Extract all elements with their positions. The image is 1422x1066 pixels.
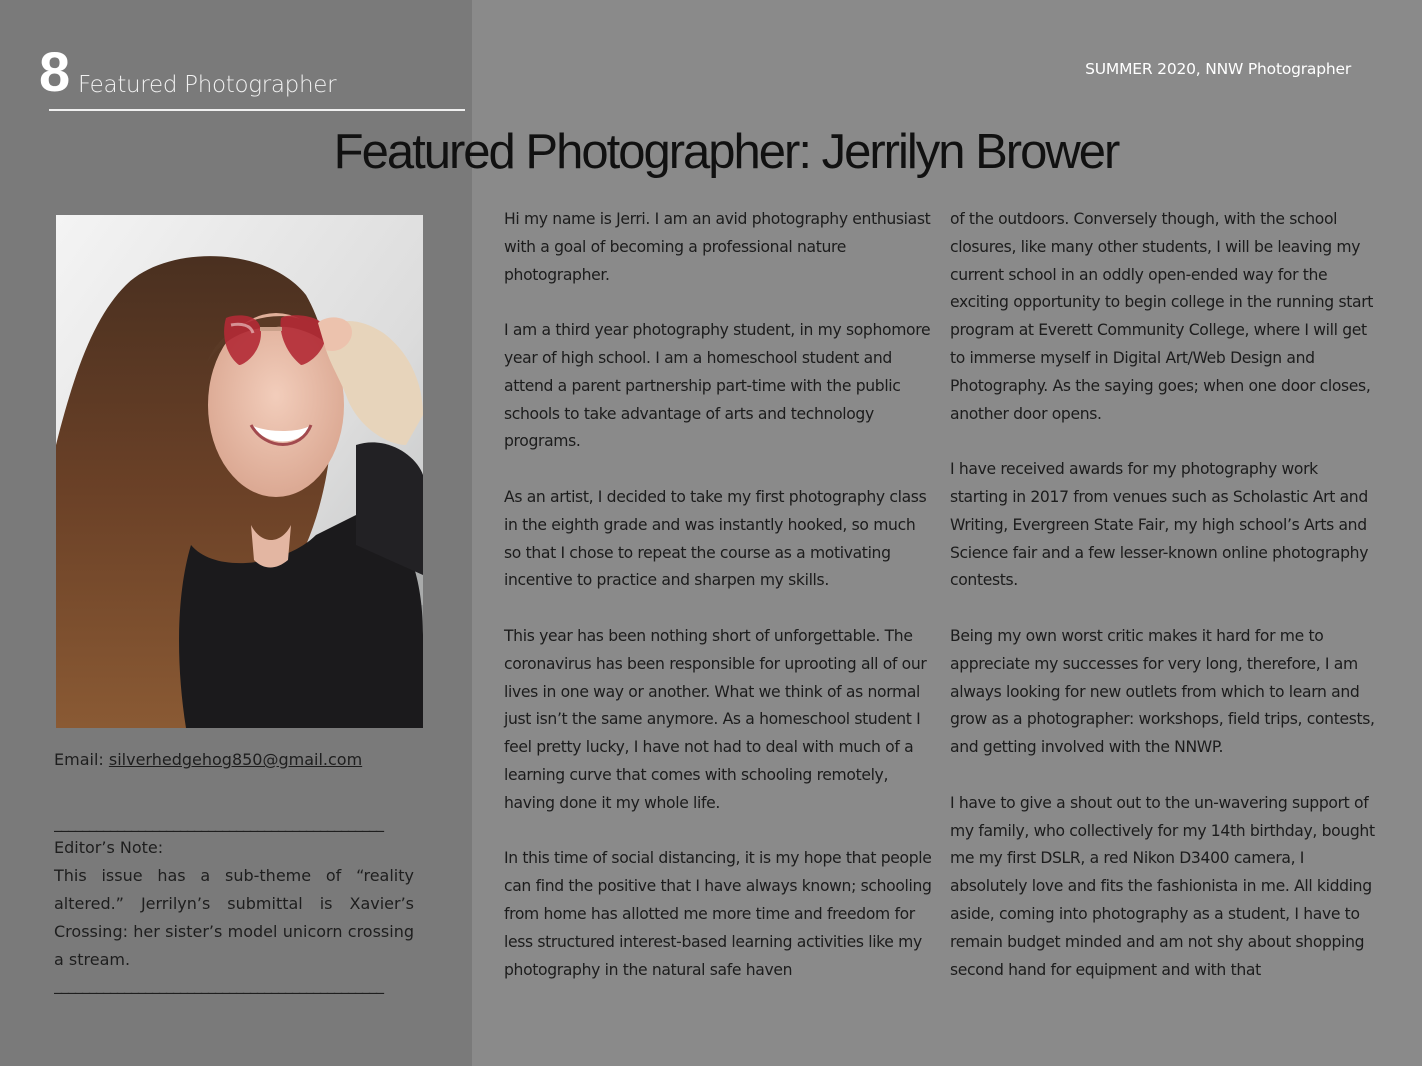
page-number: 8 bbox=[39, 40, 71, 103]
editor-note-text: This issue has a sub-theme of “reality altered.” Jerrilyn’s submittal is Xavier’s Crossing: her sister’s model unicorn crossing a stream. bbox=[54, 866, 414, 969]
paragraph: of the outdoors. Conversely though, with the school closures, like many other students, I will be leaving my current school in an oddly open-ended way for the exciting opportunity to begin college in the running start program at Everett Community College, where I will get to immerse myself in Digital Art/Web Design and Photography. As the saying goes; when one door closes, another door opens. bbox=[950, 210, 1374, 423]
email-label: Email: bbox=[54, 750, 104, 769]
page-title: Featured Photographer: Jerrilyn Brower bbox=[333, 125, 1119, 179]
article-column-1 bbox=[504, 206, 932, 1012]
portrait-photo bbox=[56, 215, 423, 728]
issue-info: SUMMER 2020, NNW Photographer bbox=[1085, 60, 1351, 78]
header-rule bbox=[49, 109, 465, 111]
editor-note bbox=[54, 812, 414, 996]
paragraph: This year has been nothing short of unforgettable. The coronavirus has been responsible for uprooting all of our lives in one way or another. What we think of as normal just isn’t the same anymore. As a homeschool student I feel pretty lucky, I have not had to deal with much of a learning curve that comes with schooling remotely, having done it my whole life. bbox=[504, 626, 927, 812]
paragraph: I have to give a shout out to the un-wavering support of my family, who collectively for my 14th birthday, bought me my first DSLR, a red Nikon D3400 camera, I absolutely love and fits the fashionista in me. All kidding aside, coming into photography as a student, I have to remain budget minded and am not shy about shopping second hand for equipment and with that bbox=[950, 793, 1375, 979]
section-label: Featured Photographer bbox=[78, 72, 337, 98]
divider-top: _______________________________________________ bbox=[54, 813, 383, 832]
paragraph: I am a third year photography student, in my sophomore year of high school. I am a homeschool student and attend a parent partnership part-time with the public schools to take advantage of arts and technology programs. bbox=[504, 321, 931, 451]
email-link[interactable]: silverhedgehog850@gmail.com bbox=[108, 750, 363, 769]
divider-bottom: _______________________________________________ bbox=[54, 975, 383, 994]
paragraph: In this time of social distancing, it is my hope that people can find the positive that I have always known; schooling from home has allotted me more time and freedom for less structured interest-based learning activities like my photography in the natural safe haven bbox=[504, 849, 932, 979]
paragraph: Being my own worst critic makes it hard for me to appreciate my successes for very long, therefore, I am always looking for new outlets from which to learn and grow as a photographer: workshops, field trips, contests, and getting involved with the NNWP. bbox=[950, 626, 1375, 757]
paragraph: As an artist, I decided to take my first photography class in the eighth grade and was instantly hooked, so much so that I chose to repeat the course as a motivating incentive to practice and sharpen my skills. bbox=[504, 487, 927, 590]
paragraph: Hi my name is Jerri. I am an avid photography enthusiast with a goal of becoming a professional nature photographer. bbox=[504, 210, 931, 284]
contact-email bbox=[54, 750, 362, 769]
article-column-2 bbox=[950, 206, 1378, 1012]
editor-note-heading: Editor’s Note: bbox=[54, 838, 164, 857]
paragraph: I have received awards for my photography work starting in 2017 from venues such as Scholastic Art and Writing, Evergreen State Fair, my high school’s Arts and Science fair and a few lesser-known online photography contests. bbox=[950, 460, 1369, 590]
